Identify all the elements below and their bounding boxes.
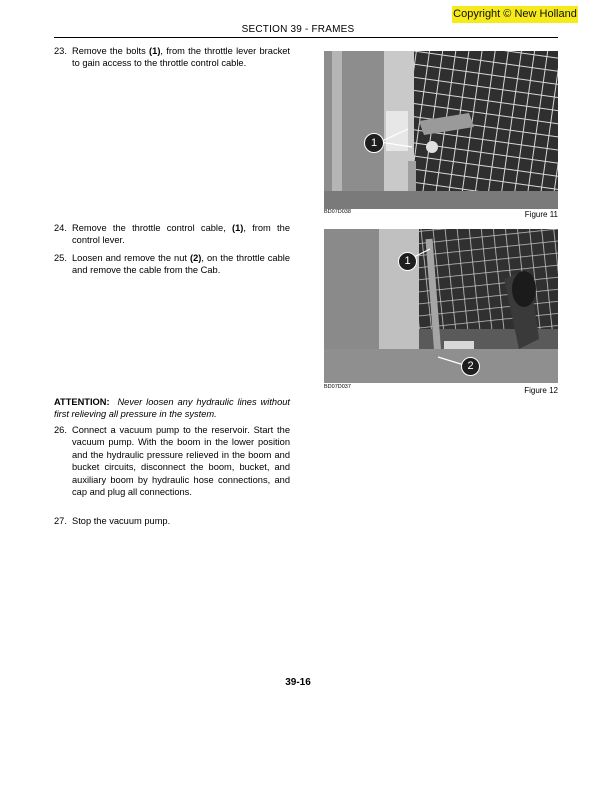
figure-label: Figure 12 — [524, 386, 558, 395]
callout-1: 1 — [398, 252, 417, 271]
step-number: 23. — [54, 46, 67, 56]
step-25 — [54, 252, 290, 277]
callout-2: 2 — [461, 357, 480, 376]
page-number: 39-16 — [285, 677, 311, 688]
step-text: Connect a vacuum pump to the reservoir. Start the vacuum pump. With the boom in the lower position and the hydraulic pressure relieved in the boom and bucket circuits, disconnect the boom, bucket, and auxiliary boom by hydraulic hose connections, and cap and plug all connections. — [72, 425, 290, 498]
step-text: Remove the throttle control cable, — [72, 223, 232, 233]
step-number: 24. — [54, 223, 67, 233]
attention-note — [54, 396, 290, 421]
figure-label: Figure 11 — [524, 210, 558, 219]
step-text: Loosen and remove the nut — [72, 253, 191, 263]
step-number: 27. — [54, 516, 67, 526]
step-text-end: , on the throttle cable and remove the cable from the Cab. — [72, 253, 291, 276]
header-rule — [54, 37, 558, 38]
attention-text: Never loosen any hydraulic lines without first relieving all pressure in the system. — [54, 397, 290, 420]
step-text: Stop the vacuum pump. — [72, 516, 171, 526]
step-text-end: , from the throttle lever bracket to gain access to the throttle control cable. — [72, 46, 291, 69]
copyright-notice: Copyright © New Holland — [452, 6, 578, 23]
step-text-end: , from the control lever. — [72, 223, 290, 246]
callout-1: 1 — [364, 133, 384, 153]
figure-code: BD07D037 — [324, 384, 351, 390]
step-24 — [54, 222, 290, 247]
figure-code: BD07D038 — [324, 209, 351, 215]
figure-12-photo — [324, 229, 558, 383]
step-ref: (1) — [231, 223, 244, 233]
step-text: Remove the bolts — [72, 46, 150, 56]
step-26 — [54, 424, 290, 498]
step-27 — [54, 515, 290, 527]
attention-label: ATTENTION: — [54, 397, 110, 407]
step-ref: (1) — [149, 46, 161, 56]
step-23 — [54, 45, 290, 70]
step-ref: (2) — [190, 253, 202, 263]
figure-11-photo — [324, 51, 558, 209]
step-number: 25. — [54, 253, 67, 263]
step-number: 26. — [54, 425, 67, 435]
section-title: SECTION 39 - FRAMES — [241, 24, 355, 35]
